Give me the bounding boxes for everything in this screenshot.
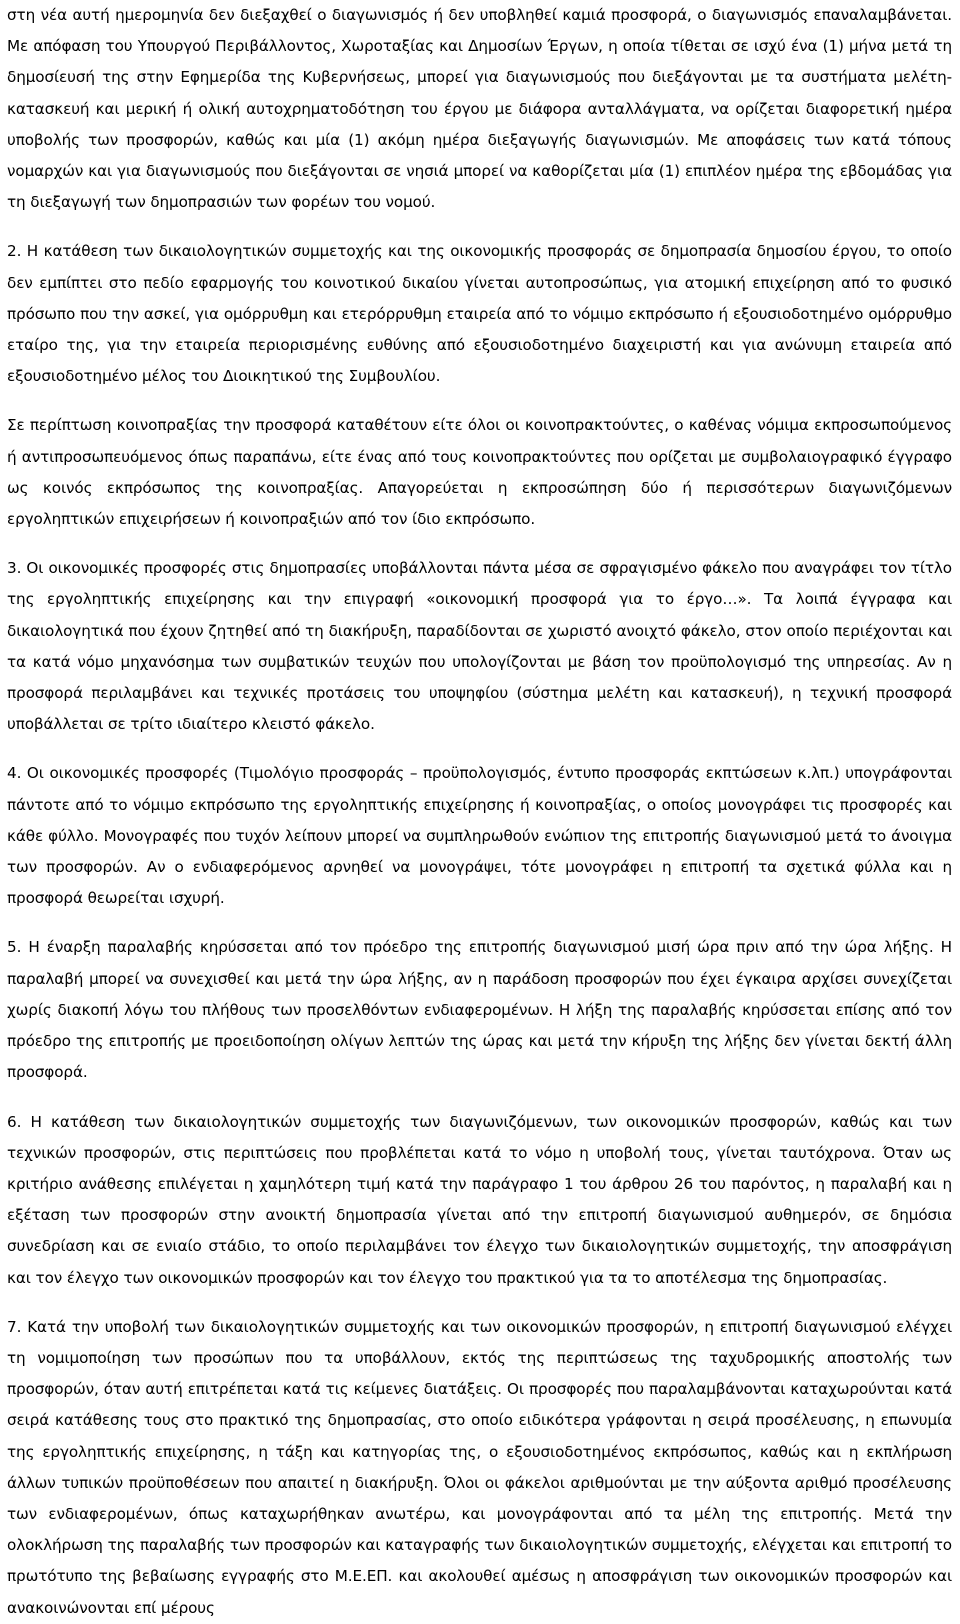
- paragraph-intro: στη νέα αυτή ημερομηνία δεν διεξαχθεί ο διαγωνισμός ή δεν υποβληθεί καμιά προσφορά, ο διαγωνισμός επαναλαμβάνεται. Με απόφαση του Υπουργού Περιβάλλοντος, Χωροταξίας και Δημοσίων Έργων, η οποία τίθεται σε ισχύ ένα (1) μήνα μετά τη δημοσίευσή της στην Εφημερίδα της Κυβερνήσεως, μπορεί για διαγωνισμούς που διεξάγονται με τα συστήματα μελέτη-κατασκευή και μερική ή ολική αυτοχρηματοδότηση του έργου με διάφορα ανταλλάγματα, να ορίζεται διαφορετική ημέρα υποβολής των προσφορών, καθώς και μία (1) ακόμη ημέρα διεξαγωγής διαγωνισμών. Με αποφάσεις των κατά τόπους νομαρχών και για διαγωνισμούς που διεξάγονται σε νησιά μπορεί να καθορίζεται μία (1) επιπλέον ημέρα της εβδομάδας για τη διεξαγωγή των δημοπρασιών των φορέων του νομού.: [7, 6, 952, 212]
- paragraph-spacer: [7, 914, 952, 932]
- paragraph-spacer: [7, 218, 952, 236]
- paragraph-spacer: [7, 1294, 952, 1312]
- paragraph-spacer: [7, 535, 952, 553]
- paragraph-spacer: [7, 392, 952, 410]
- paragraph-6: 6. Η κατάθεση των δικαιολογητικών συμμετοχής των διαγωνιζόμενων, των οικονομικών προσφορών, καθώς και των τεχνικών προσφορών, στις περιπτώσεις που προβλέπεται κατά το νόμο η υποβολή τους, γίνεται ταυτόχρονα. Όταν ως κριτήριο ανάθεσης επιλέγεται η χαμηλότερη τιμή κατά την παράγραφο 1 του άρθρου 26 του παρόντος, η παραλαβή και η εξέταση των προσφορών στην ανοικτή δημοπρασία γίνεται από την επιτροπή διαγωνισμού αυθημερόν, σε δημόσια συνεδρίαση και σε ενιαίο στάδιο, το οποίο περιλαμβάνει τον έλεγχο των δικαιολογητικών συμμετοχής, την αποσφράγιση και τον έλεγχο των οικονομικών προσφορών και τον έλεγχο του πρακτικού για τα το αποτέλεσμα της δημοπρασίας.: [7, 1112, 952, 1287]
- paragraph-joint-venture: Σε περίπτωση κοινοπραξίας την προσφορά καταθέτουν είτε όλοι οι κοινοπρακτούντες, ο καθένας νόμιμα εκπροσωπούμενος ή αντιπροσωπευόμενος όπως παραπάνω, είτε ένας από τους κοινοπρακτούντες που ορίζεται με συμβολαιογραφικό έγγραφο ως κοινός εκπρόσωπος της κοινοπραξίας. Απαγορεύεται η εκπροσώπηση δύο ή περισσότερων διαγωνιζόμενων εργοληπτικών επιχειρήσεων ή κοινοπραξιών από τον ίδιο εκπρόσωπο.: [7, 416, 952, 529]
- paragraph-5: 5. Η έναρξη παραλαβής κηρύσσεται από τον πρόεδρο της επιτροπής διαγωνισμού μισή ώρα πριν από την ώρα λήξης. Η παραλαβή μπορεί να συνεχισθεί και μετά την ώρα λήξης, αν η παράδοση προσφορών που έχει έγκαιρα αρχίσει συνεχίζεται χωρίς διακοπή λόγω του πλήθους των προσελθόντων ενδιαφερομένων. Η λήξη της παραλαβής κηρύσσεται επίσης από τον πρόεδρο της επιτροπής με προειδοποίηση ολίγων λεπτών της ώρας και μετά την κήρυξη της λήξης δεν γίνεται δεκτή άλλη προσφορά.: [7, 938, 952, 1082]
- paragraph-spacer: [7, 1089, 952, 1107]
- paragraph-7: 7. Κατά την υποβολή των δικαιολογητικών συμμετοχής και των οικονομικών προσφορών, η επιτροπή διαγωνισμού ελέγχει τη νομιμοποίηση των προσώπων που τα υποβάλλουν, εκτός της περιπτώσεως της ταχυδρομικής αποστολής των προσφορών, όταν αυτή επιτρέπεται κατά τις κείμενες διατάξεις. Οι προσφορές που παραλαμβάνονται καταχωρούνται κατά σειρά κατάθεσης τους στο πρακτικό της δημοπρασίας, στο οποίο ειδικότερα γράφονται η σειρά προσέλευσης, η επωνυμία της εργοληπτικής επιχείρησης, η τάξη και κατηγορίας της, ο εξουσιοδοτημένος εκπρόσωπος, καθώς και η εκπλήρωση άλλων τυπικών προϋποθέσεων που απαιτεί η διακήρυξη. Όλοι οι φάκελοι αριθμούνται με την αύξοντα αριθμό προσέλευσης των ενδιαφερομένων, όπως καταχωρήθηκαν ανωτέρω, και μονογράφονται από τα μέλη της επιτροπής. Μετά την ολοκλήρωση της παραλαβής των προσφορών και καταγραφής των δικαιολογητικών συμμετοχής, ελέγχεται και επιτροπή το πρωτότυπο της βεβαίωσης εγγραφής στο Μ.Ε.ΕΠ. και ακολουθεί αμέσως η αποσφράγιση των οικονομικών προσφορών και ανακοινώνονται επί μέρους: [7, 1317, 952, 1617]
- paragraph-2: 2. Η κατάθεση των δικαιολογητικών συμμετοχής και της οικονομικής προσφοράς σε δημοπρασία δημοσίου έργου, το οποίο δεν εμπίπτει στο πεδίο εφαρμογής του κοινοτικού δικαίου γίνεται αυτοπροσώπως, για ατομική επιχείρηση από το φυσικό πρόσωπο που την ασκεί, για ομόρρυθμη και ετερόρρυθμη εταιρεία από το νόμιμο εκπρόσωπο ή εξουσιοδοτημένο ομόρρυθμο εταίρο της, για την εταιρεία περιορισμένης ευθύνης από εξουσιοδοτημένο διαχειριστή και για ανώνυμη εταιρεία από εξουσιοδοτημένο μέλος του Διοικητικού της Συμβουλίου.: [7, 242, 952, 386]
- paragraph-4: 4. Οι οικονομικές προσφορές (Τιμολόγιο προσφοράς – προϋπολογισμός, έντυπο προσφοράς εκπτώσεων κ.λπ.) υπογράφονται πάντοτε από το νόμιμο εκπρόσωπο της εργοληπτικής επιχείρησης ή κοινοπραξίας, ο οποίος μονογράφει τις προσφορές και κάθε φύλλο. Μονογραφές που τυχόν λείπουν μπορεί να συμπληρωθούν ενώπιον της επιτροπής διαγωνισμού μετά το άνοιγμα των προσφορών. Αν ο ενδιαφερόμενος αρνηθεί να μονογράψει, τότε μονογράφει η επιτροπή τα σχετικά φύλλα και η προσφορά θεωρείται ισχυρή.: [7, 764, 952, 908]
- paragraph-3: 3. Οι οικονομικές προσφορές στις δημοπρασίες υποβάλλονται πάντα μέσα σε σφραγισμένο φάκελο που αναγράφει τον τίτλο της εργοληπτικής επιχείρησης και την επιγραφή «οικονομική προσφορά για το έργο…». Τα λοιπά έγγραφα και δικαιολογητικά που έχουν ζητηθεί από τη διακήρυξη, παραδίδονται σε χωριστό ανοιχτό φάκελο, στον οποίο περιέχονται και τα κατά νόμο μηχανόσημα των συμβατικών τευχών που υπολογίζονται με βάση τον προϋπολογισμό της υπηρεσίας. Αν η προσφορά περιλαμβάνει και τεχνικές προτάσεις του υποψηφίου (σύστημα μελέτη και κατασκευή), η τεχνική προσφορά υποβάλλεται σε τρίτο ιδιαίτερο κλειστό φάκελο.: [7, 559, 952, 734]
- paragraph-spacer: [7, 740, 952, 758]
